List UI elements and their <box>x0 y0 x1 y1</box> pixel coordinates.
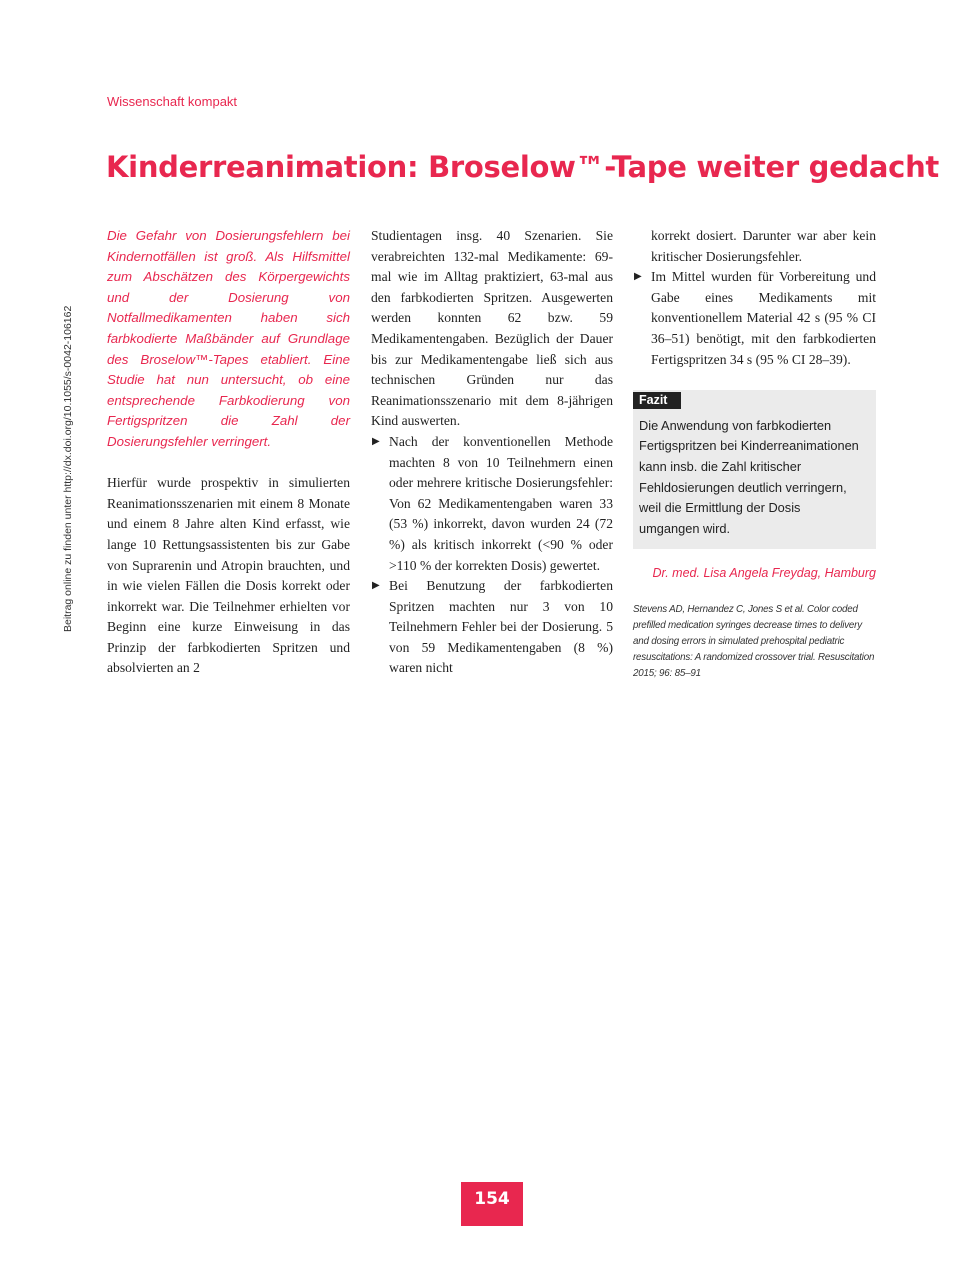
body-part-1: Hierfür wurde prospektiv in simulierten Reanimationsszenarien mit einem 8 Monate und einem 8 Jahre alten Kind erfasst, wie lange 10 Rettungsassistenten bis zur Gabe von Suprarenin und Atropin brauchten, und in wie vielen Fällen die Dosis korrekt oder inkorrekt war. Die Teilnehmer erhielten vor Beginn eine kurze Einweisung in das Prinzip der farbkodierten Spritzen und absolvierten an 2 <box>107 475 350 676</box>
bullet-text-continued: korrekt dosiert. Darunter war aber kein kritischer Dosierungsfehler. <box>651 228 876 264</box>
fazit-label: Fazit <box>633 392 681 409</box>
triangle-right-icon: ▶ <box>634 271 642 283</box>
body-part-2: Studientagen insg. 40 Szenarien. Sie verabreichten 132-mal Medikamente: 69-mal wie im Alltag praktiziert, 63-mal aus den farbkodierten Spritzen. Ausgewerten werden konnten 62 bzw. 59 Medikamentengaben. Bezüglich der Dauer bis zur Medikamentengabe ließ sich aus technischen Gründen nur das Reanimationsszenario mit dem 8-jährigen Kind auswerten. <box>371 228 613 429</box>
column-3 <box>633 226 876 682</box>
list-item <box>633 267 876 370</box>
section-kicker: Wissenschaft kompakt <box>107 94 238 109</box>
doi-side-note: Beitrag online zu finden unter http://dx.doi.org/10.1055/s-0042-106162 <box>62 305 74 632</box>
list-item <box>371 432 613 576</box>
bullet-text: Nach der konventionellen Methode machten 8 von 10 Teilnehmern einen oder mehrere kritische Dosierungsfehler: Von 62 Medikamentengaben waren 33 (53 %) inkorrekt, davon wurden 24 (72 %) als kritisch inkorrekt (<90 % oder >110 % der korrekten Dosis) gewertet. <box>389 433 613 573</box>
result-list <box>371 432 613 679</box>
bullet-text: Bei Benutzung der farbkodierten Spritzen machten nur 3 von 10 Teilnehmern Fehler bei der Dosierung. 5 von 59 Medikamentengaben (8 %) waren nicht <box>389 578 613 676</box>
page-number: 154 <box>461 1182 523 1226</box>
triangle-right-icon: ▶ <box>372 435 380 447</box>
list-item <box>371 576 613 679</box>
fazit-text: Die Anwendung von farbkodierten Fertigspritzen bei Kinderreanimationen kann insb. die Zahl kritischer Fehldosierungen deutlich verringern, weil die Ermittlung der Dosis umgangen wird. <box>639 417 859 536</box>
triangle-right-icon: ▶ <box>372 580 380 592</box>
article-title: Kinderreanimation: Broselow™-Tape weiter gedacht <box>106 150 939 184</box>
reference-citation: Stevens AD, Hernandez C, Jones S et al. Color coded prefilled medication syringes decrease times to delivery and dosing errors in simulated prehospital pediatric resuscitations: A randomized crossover trial. Resuscitation 2015; 96: 85–91 <box>633 603 875 679</box>
column-1 <box>107 226 350 679</box>
fazit-box <box>633 390 876 549</box>
bullet-text: Im Mittel wurden für Vorbereitung und Gabe eines Medikaments mit konventionellem Material 42 s (95 % CI 36–51) benötigt, mit den farbkodierten Fertigspritzen 34 s (95 % CI 28–39). <box>651 269 876 367</box>
column-2 <box>371 226 613 679</box>
result-list-continued <box>633 267 876 370</box>
article-lead: Die Gefahr von Dosierungsfehlern bei Kindernotfällen ist groß. Als Hilfsmittel zum Abschätzen des Körpergewichts und der Dosierung von Notfallmedikamenten haben sich farbkodierte Maßbänder auf Grundlage des Broselow™-Tapes etabliert. Eine Studie hat nun untersucht, ob eine entsprechende Farbkodierung von Fertigspritzen die Zahl der Dosierungsfehler verringert. <box>107 228 350 449</box>
author-line: Dr. med. Lisa Angela Freydag, Hamburg <box>652 566 876 581</box>
